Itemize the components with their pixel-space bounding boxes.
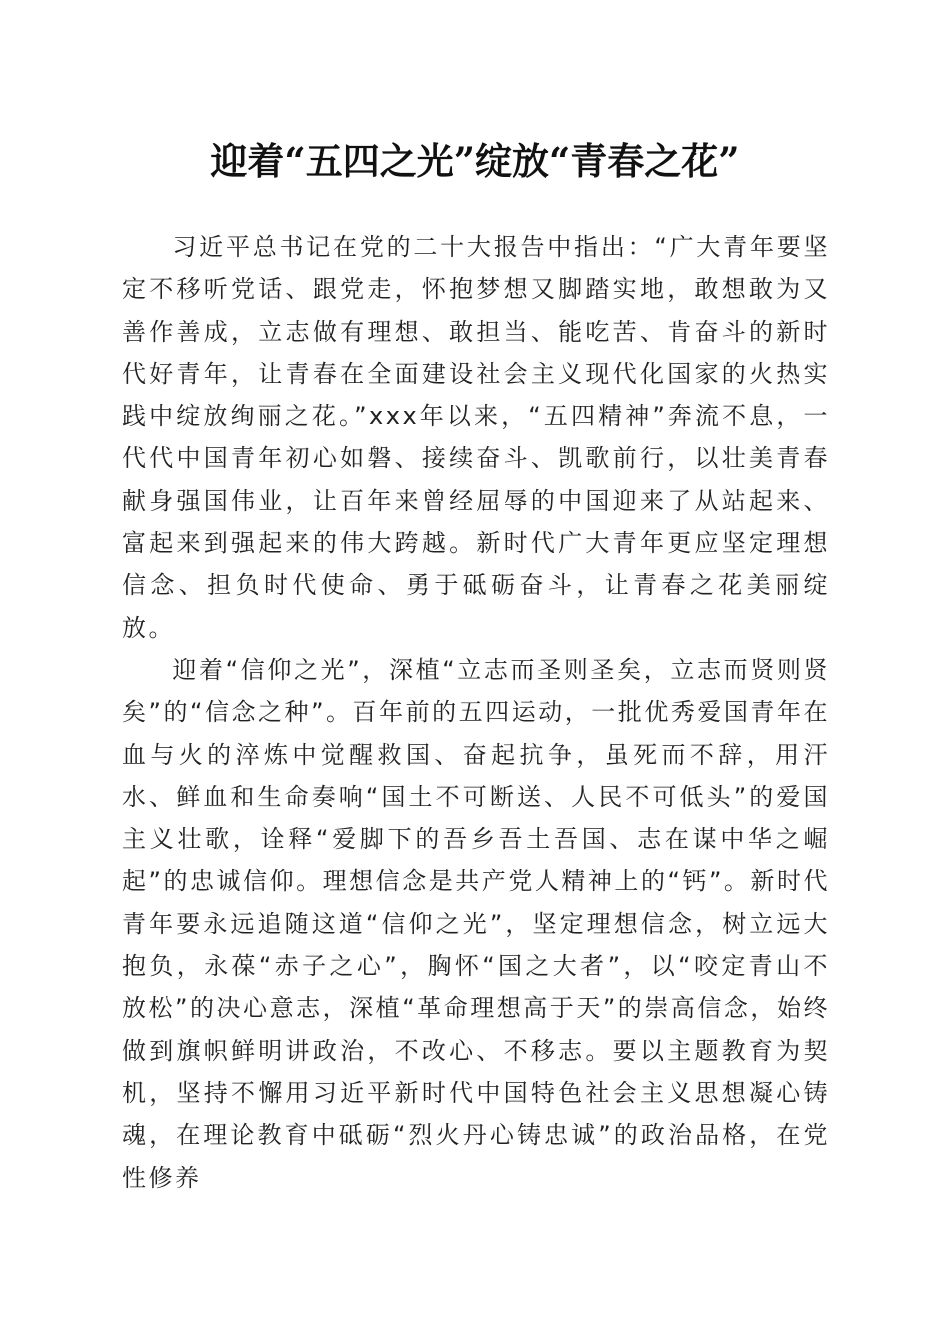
document-body: [122, 226, 830, 1199]
page-title: 迎着“五四之光”绽放“青春之花”: [210, 139, 740, 183]
paragraph-2: 迎着“信仰之光”，深植“立志而圣则圣矣，立志而贤则贤矣”的“信念之种”。百年前的五四运动，一批优秀爱国青年在血与火的淬炼中觉醒救国、奋起抗争，虽死而不辞，用汗水、鲜血和生命奏响“国土不可断送、人民不可低头”的爱国主义壮歌，诠释“爱脚下的吾乡吾土吾国、志在谋中华之崛起”的忠诚信仰。理想信念是共产党人精神上的“钙”。新时代青年要永远追随这道“信仰之光”，坚定理想信念，树立远大抱负，永葆“赤子之心”，胸怀“国之大者”，以“咬定青山不放松”的决心意志，深植“革命理想高于天”的崇高信念，始终做到旗帜鲜明讲政治，不改心、不移志。要以主题教育为契机，坚持不懈用习近平新时代中国特色社会主义思想凝心铸魂，在理论教育中砥砺“烈火丹心铸忠诚”的政治品格，在党性修养: [122, 655, 830, 1192]
paragraph-1: 习近平总书记在党的二十大报告中指出：“广大青年要坚定不移听党话、跟党走，怀抱梦想又脚踏实地，敢想敢为又善作善成，立志做有理想、敢担当、能吃苦、肯奋斗的新时代好青年，让青春在全面建设社会主义现代化国家的火热实践中绽放绚丽之花。”xxx年以来，“五四精神”奔流不息，一代代中国青年初心如磐、接续奋斗、凯歌前行，以壮美青春献身强国伟业，让百年来曾经屈辱的中国迎来了从站起来、富起来到强起来的伟大跨越。新时代广大青年更应坚定理想信念、担负时代使命、勇于砥砺奋斗，让青春之花美丽绽放。: [122, 233, 830, 642]
